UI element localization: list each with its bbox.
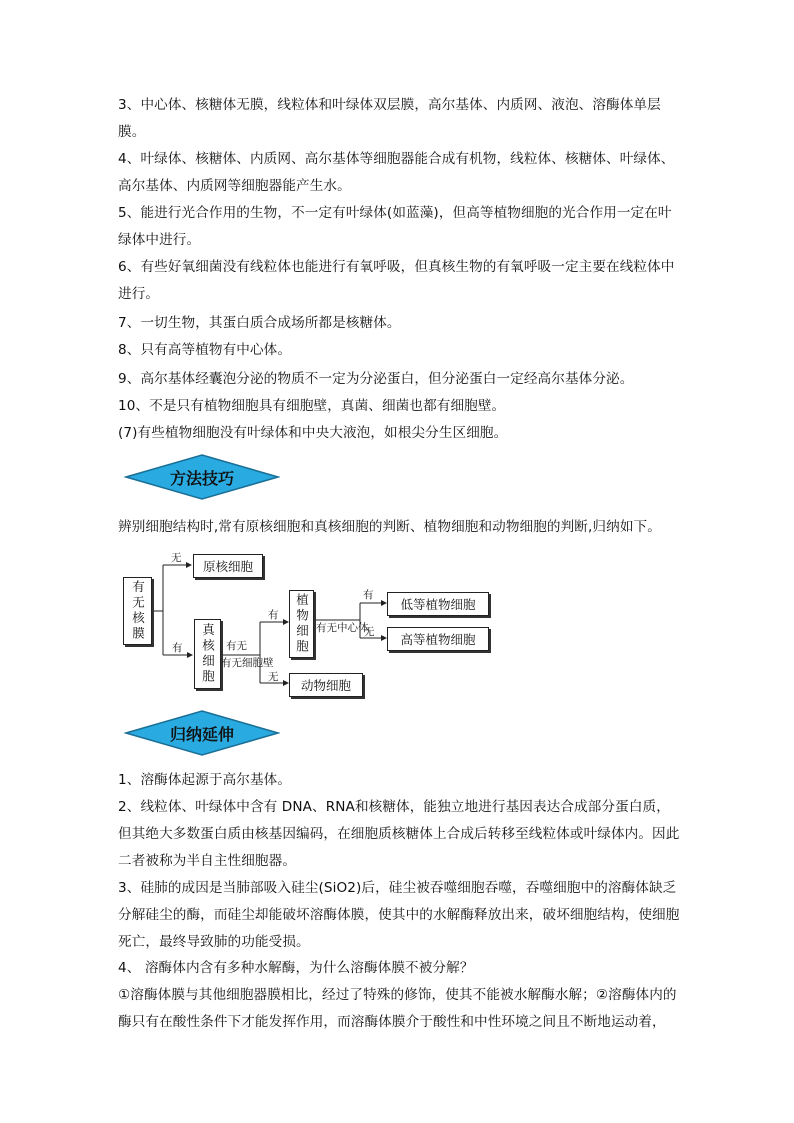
label-none-1: 无	[171, 552, 182, 564]
summary-paragraph-2: 2、线粒体、叶绿体中含有 DNA、RNA和核糖体，能独立地进行基因表达合成部分蛋白质，但其绝大多数蛋白质由核基因编码，在细胞质核糖体上合成后转移至线粒体或叶绿体内。因此二者被称为半自主性细胞器。	[118, 799, 680, 869]
paragraph-8: 8、只有高等植物有中心体。	[118, 342, 292, 358]
paragraph-6: 6、有些好氧细菌没有线粒体也能进行有氧呼吸，但真核生物的有氧呼吸一定主要在线粒体中进行。	[118, 259, 675, 302]
box-nuclear-membrane: 有无核膜	[123, 577, 152, 645]
paragraph-5: 5、能进行光合作用的生物，不一定有叶绿体(如蓝藻)，但高等植物细胞的光合作用一定在叶绿体中进行。	[118, 205, 672, 248]
paragraph-note-7: (7)有些植物细胞没有叶绿体和中央大液泡，如根尖分生区细胞。	[118, 425, 508, 441]
summary-paragraph-1: 1、溶酶体起源于高尔基体。	[118, 772, 292, 788]
paragraph-10: 10、不是只有植物细胞具有细胞壁，真菌、细菌也都有细胞壁。	[118, 398, 506, 414]
paragraph-4: 4、叶绿体、核糖体、内质网、高尔基体等细胞器能合成有机物，线粒体、核糖体、叶绿体、高尔基体、内质网等细胞器能产生水。	[118, 151, 675, 194]
label-centrosome: 有无中心体	[316, 622, 369, 634]
section-intro: 辨别细胞结构时,常有原核细胞和真核细胞的判断、植物细胞和动物细胞的判断,归纳如下。	[118, 519, 661, 535]
box-lower-plant: 低等植物细胞	[387, 592, 489, 616]
box-prokaryote: 原核细胞	[193, 554, 263, 578]
box-plant-cell: 植物细胞	[289, 590, 314, 658]
paragraph-3: 3、中心体、核糖体无膜，线粒体和叶绿体双层膜，高尔基体、内质网、液泡、溶酶体单层膜。	[118, 97, 661, 140]
label-have-3: 有	[363, 589, 374, 601]
summary-paragraph-3: 3、硅肺的成因是当肺部吸入硅尘(SiO2)后，硅尘被吞噬细胞吞噬，吞噬细胞中的溶酶体缺乏分解硅尘的酶，而硅尘却能破坏溶酶体膜，使其中的水解酶释放出来，破坏细胞结构，使细胞死亡，最终导致肺的功能受损。	[118, 880, 680, 950]
box-higher-plant: 高等植物细胞	[387, 627, 489, 651]
label-cellwall-have: 有无	[226, 640, 247, 652]
paragraph-7: 7、一切生物，其蛋白质合成场所都是核糖体。	[118, 315, 401, 331]
label-have-2: 有	[268, 609, 279, 621]
section-title-method: 方法技巧	[169, 468, 234, 488]
paragraph-9: 9、高尔基体经囊泡分泌的物质不一定为分泌蛋白，但分泌蛋白一定经高尔基体分泌。	[118, 371, 634, 387]
summary-paragraph-4: 4、 溶酶体内含有多种水解酶，为什么溶酶体膜不被分解？	[118, 960, 474, 976]
summary-paragraph-5: ①溶酶体膜与其他细胞器膜相比，经过了特殊的修饰，使其不能被水解酶水解；②溶酶体内的酶只有在酸性条件下才能发挥作用，而溶酶体膜介于酸性和中性环境之间且不断地运动着，	[118, 987, 677, 1030]
section-title-summary: 归纳延伸	[169, 724, 234, 744]
label-none-2: 无	[268, 671, 279, 683]
box-eukaryote: 真核细胞	[194, 619, 221, 689]
box-animal-cell: 动物细胞	[289, 673, 363, 697]
section-badge-summary	[124, 709, 280, 757]
label-cellwall: 有无细胞壁	[221, 657, 274, 669]
label-have-1: 有	[172, 642, 183, 654]
label-none-3: 无	[364, 626, 375, 638]
